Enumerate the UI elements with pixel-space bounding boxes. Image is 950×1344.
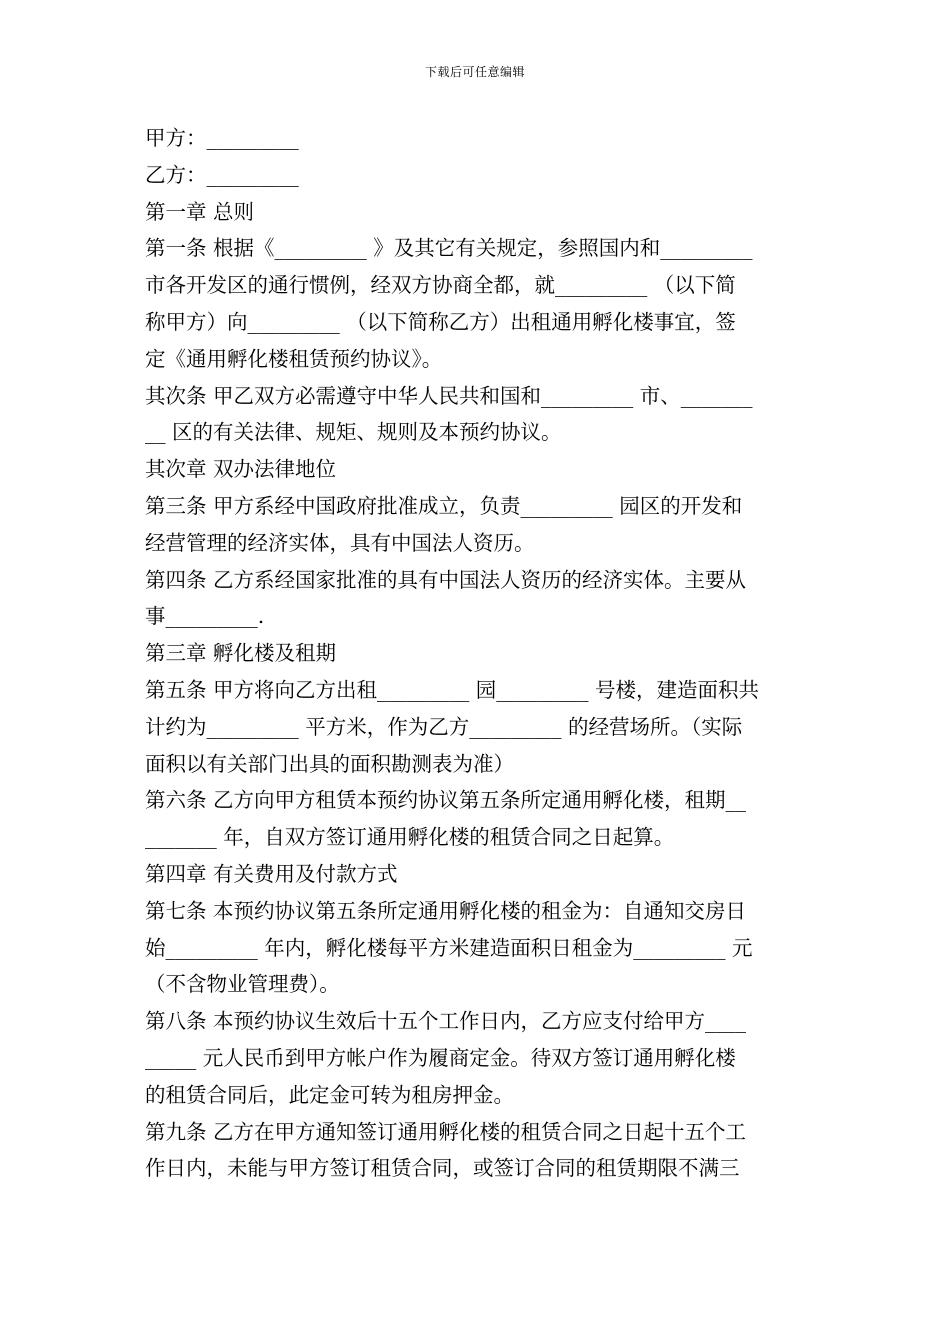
clause-line: 第九条 乙方在甲方通知签订通用孵化楼的租赁合同之日起十五个工 bbox=[145, 1119, 747, 1144]
clause-line: 第七条 本预约协议第五条所定通用孵化楼的租金为：自通知交房日 bbox=[145, 898, 747, 923]
clause-line: 第八条 本预约协议生效后十五个工作日内，乙方应支付给甲方____ bbox=[145, 1009, 747, 1034]
clause-line: 事_________. bbox=[145, 604, 265, 629]
clause-line: 市各开发区的通行惯例，经双方协商全都，就_________ （以下简 bbox=[145, 273, 736, 298]
header-note: 下载后可任意编辑 bbox=[424, 65, 525, 79]
clause-line: 第五条 甲方将向乙方出租_________ 园_________ 号楼，建造面积共 bbox=[145, 677, 760, 702]
clause-line: 的租赁合同后，此定金可转为租房押金。 bbox=[145, 1082, 514, 1107]
clause-line: __ 区的有关法律、规矩、规则及本预约协议。 bbox=[145, 420, 562, 445]
clause-line: 第六条 乙方向甲方租赁本预约协议第五条所定通用孵化楼，租期__ bbox=[145, 788, 747, 813]
clause-line: 其次条 甲乙双方必需遵守中华人民共和国和_________ 市、_______ bbox=[145, 383, 753, 408]
chapter-heading: 第三章 孵化楼及租期 bbox=[145, 641, 337, 666]
clause-line: 定《通用孵化楼租赁预约协议》。 bbox=[145, 346, 443, 371]
clause-line: 第一条 根据《_________ 》及其它有关规定，参照国内和_________ bbox=[145, 236, 753, 261]
clause-line: 第三条 甲方系经中国政府批准成立，负责_________ 园区的开发和 bbox=[145, 493, 743, 518]
clause-line: 第四条 乙方系经国家批准的具有中国法人资历的经济实体。主要从 bbox=[145, 567, 747, 592]
party-a-line: 甲方：_________ bbox=[145, 126, 299, 150]
party-b-line: 乙方：_________ bbox=[145, 162, 299, 187]
chapter-heading: 第一章 总则 bbox=[145, 199, 255, 224]
clause-line: _____ 元人民币到甲方帐户作为履商定金。待双方签订通用孵化楼 bbox=[145, 1045, 736, 1070]
clause-line: 称甲方）向_________ （以下简称乙方）出租通用孵化楼事宜，签 bbox=[145, 309, 736, 334]
clause-line: 始_________ 年内，孵化楼每平方米建造面积日租金为_________ 元 bbox=[145, 935, 753, 960]
clause-line: 作日内，未能与甲方签订租赁合同，或签订合同的租赁期限不满三 bbox=[145, 1156, 740, 1181]
clause-line: 经营管理的经济实体，具有中国法人资历。 bbox=[145, 530, 535, 555]
chapter-heading: 其次章 双办法律地位 bbox=[145, 457, 337, 482]
clause-line: （不含物业管理费）。 bbox=[145, 972, 340, 997]
clause-line: _______ 年，自双方签订通用孵化楼的租赁合同之日起算。 bbox=[145, 825, 675, 850]
document-body bbox=[145, 120, 810, 1187]
chapter-heading: 第四章 有关费用及付款方式 bbox=[145, 861, 398, 886]
clause-line: 计约为_________ 平方米，作为乙方_________ 的经营场所。（实际 bbox=[145, 714, 743, 739]
clause-line: 面积以有关部门出具的面积勘测表为准） bbox=[145, 751, 514, 776]
